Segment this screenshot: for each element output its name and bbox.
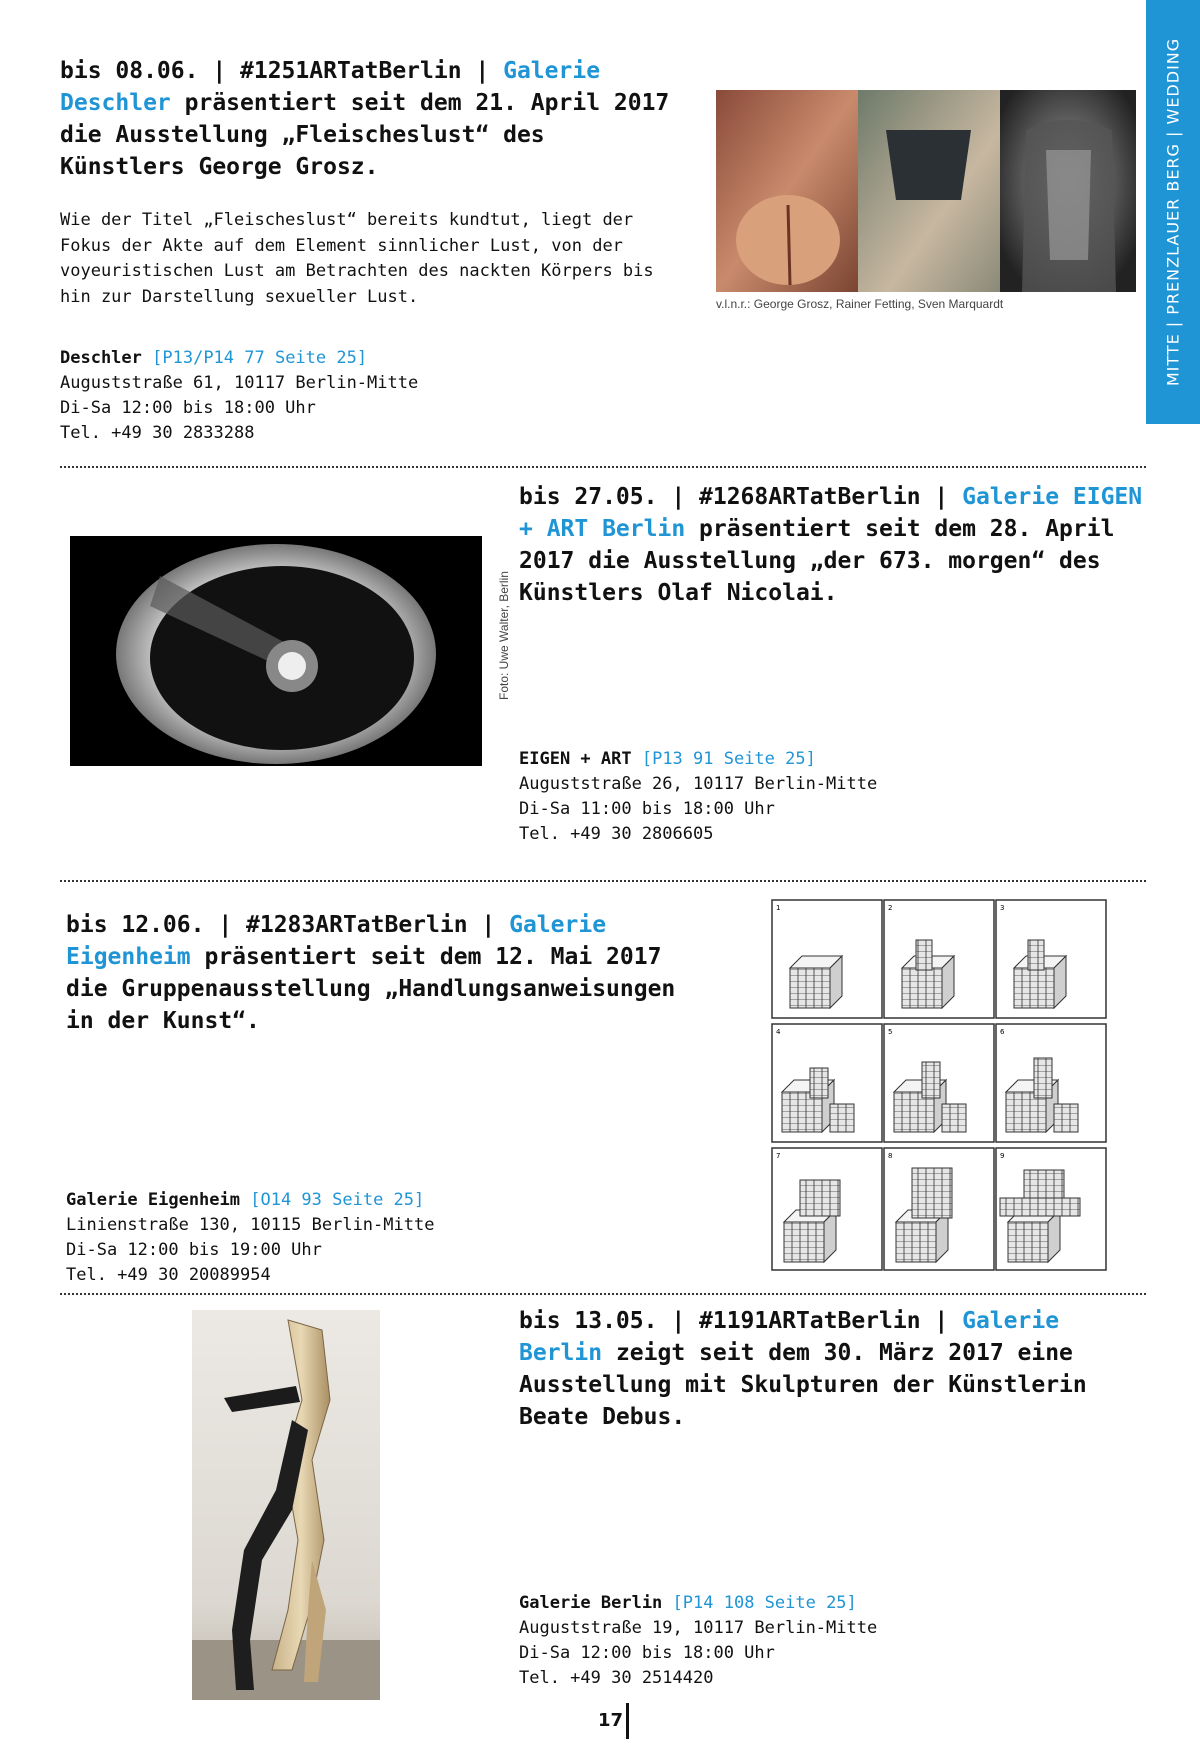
address-block xyxy=(519,747,877,847)
grid-label: 3 xyxy=(1000,904,1005,912)
divider xyxy=(60,880,1146,882)
headline-text: präsentiert seit dem 12. Mai 2017 die Gruppenausstellung „Handlungsanweisungen in der Kunst“. xyxy=(66,944,676,1034)
headline-text: präsentiert seit dem 28. April 2017 die Ausstellung „der 673. morgen“ des Künstlers Olaf Nicolai. xyxy=(519,516,1115,606)
artwork-block-grid xyxy=(770,898,1110,1273)
headline-text: zeigt seit dem 30. März 2017 eine Ausstellung mit Skulpturen der Künstlerin Beate Debus. xyxy=(519,1340,1087,1430)
headline-text: präsentiert seit dem 21. April 2017 die Ausstellung „Fleischeslust“ des Künstlers George Grosz. xyxy=(60,90,670,180)
grid-label: 9 xyxy=(1000,1152,1005,1160)
headline-date-tag: bis 27.05. | #1268ARTatBerlin | xyxy=(519,484,963,510)
map-reference[interactable]: [P14 108 Seite 25] xyxy=(672,1593,857,1613)
opening-hours: Di-Sa 12:00 bis 18:00 Uhr xyxy=(519,1643,775,1663)
gallery-link[interactable]: Galerie Eigenheim xyxy=(66,912,607,970)
gallery-name: Galerie Eigenheim xyxy=(66,1190,240,1210)
gallery-link[interactable]: Galerie EIGEN + ART Berlin xyxy=(519,484,1143,542)
headline-date-tag: bis 12.06. | #1283ARTatBerlin | xyxy=(66,912,510,938)
gallery-name: Galerie Berlin xyxy=(519,1593,663,1613)
grid-label: 2 xyxy=(888,904,893,912)
page-number-bar xyxy=(626,1703,629,1739)
artwork-triptych xyxy=(716,90,1136,292)
street-address: Auguststraße 26, 10117 Berlin-Mitte xyxy=(519,774,878,794)
gallery-name: Deschler xyxy=(60,348,142,368)
grid-label: 1 xyxy=(776,904,781,912)
street-address: Auguststraße 61, 10117 Berlin-Mitte xyxy=(60,373,419,393)
gallery-link[interactable]: Galerie Berlin xyxy=(519,1308,1060,1366)
gallery-link[interactable]: Galerie Deschler xyxy=(60,58,601,116)
artwork-sculpture-photo xyxy=(192,1310,380,1700)
opening-hours: Di-Sa 12:00 bis 19:00 Uhr xyxy=(66,1240,322,1260)
phone-number: Tel. +49 30 20089954 xyxy=(66,1265,271,1285)
entry-headline xyxy=(519,1305,1149,1433)
artwork-eye-photo xyxy=(70,536,482,766)
image-caption: v.l.n.r.: George Grosz, Rainer Fetting, Sven Marquardt xyxy=(716,297,1004,311)
entry-eigen-art xyxy=(519,481,1149,609)
grid-label: 4 xyxy=(776,1028,781,1036)
gallery-name: EIGEN + ART xyxy=(519,749,632,769)
headline-date-tag: bis 13.05. | #1191ARTatBerlin | xyxy=(519,1308,963,1334)
phone-number: Tel. +49 30 2514420 xyxy=(519,1668,714,1688)
opening-hours: Di-Sa 12:00 bis 18:00 Uhr xyxy=(60,398,316,418)
entry-body-wrap xyxy=(60,208,690,310)
headline-date-tag: bis 08.06. | #1251ARTatBerlin | xyxy=(60,58,504,84)
map-reference[interactable]: [P13 91 Seite 25] xyxy=(641,749,816,769)
page-number: 17 xyxy=(598,1710,624,1731)
opening-hours: Di-Sa 11:00 bis 18:00 Uhr xyxy=(519,799,775,819)
address-block xyxy=(519,1591,877,1691)
address-block xyxy=(66,1188,434,1288)
map-reference[interactable]: [P13/P14 77 Seite 25] xyxy=(152,348,368,368)
entry-galerie-berlin xyxy=(519,1305,1149,1433)
street-address: Auguststraße 19, 10117 Berlin-Mitte xyxy=(519,1618,878,1638)
phone-number: Tel. +49 30 2833288 xyxy=(60,423,255,443)
address-block xyxy=(60,346,418,446)
grid-label: 7 xyxy=(776,1152,781,1160)
street-address: Linienstraße 130, 10115 Berlin-Mitte xyxy=(66,1215,435,1235)
map-reference[interactable]: [O14 93 Seite 25] xyxy=(250,1190,425,1210)
phone-number: Tel. +49 30 2806605 xyxy=(519,824,714,844)
section-tab xyxy=(1146,0,1200,424)
entry-eigenheim xyxy=(66,909,676,1037)
grid-label: 6 xyxy=(1000,1028,1005,1036)
grid-label: 8 xyxy=(888,1152,893,1160)
grid-label: 5 xyxy=(888,1028,893,1036)
photo-credit: Foto: Uwe Walter, Berlin xyxy=(497,571,511,700)
entry-headline xyxy=(66,909,676,1037)
entry-headline xyxy=(60,55,680,183)
entry-headline xyxy=(519,481,1149,609)
divider xyxy=(60,1293,1146,1295)
entry-deschler xyxy=(60,55,680,183)
section-tab-label: MITTE | PRENZLAUER BERG | WEDDING xyxy=(1163,37,1183,387)
entry-body: Wie der Titel „Fleischeslust“ bereits kundtut, liegt der Fokus der Akte auf dem Element sinnlicher Lust, von der voyeuristischen Lust am Betrachten des nackten Körpers bis hin zur Darstellung sexueller Lust. xyxy=(60,210,654,307)
divider xyxy=(60,466,1146,468)
